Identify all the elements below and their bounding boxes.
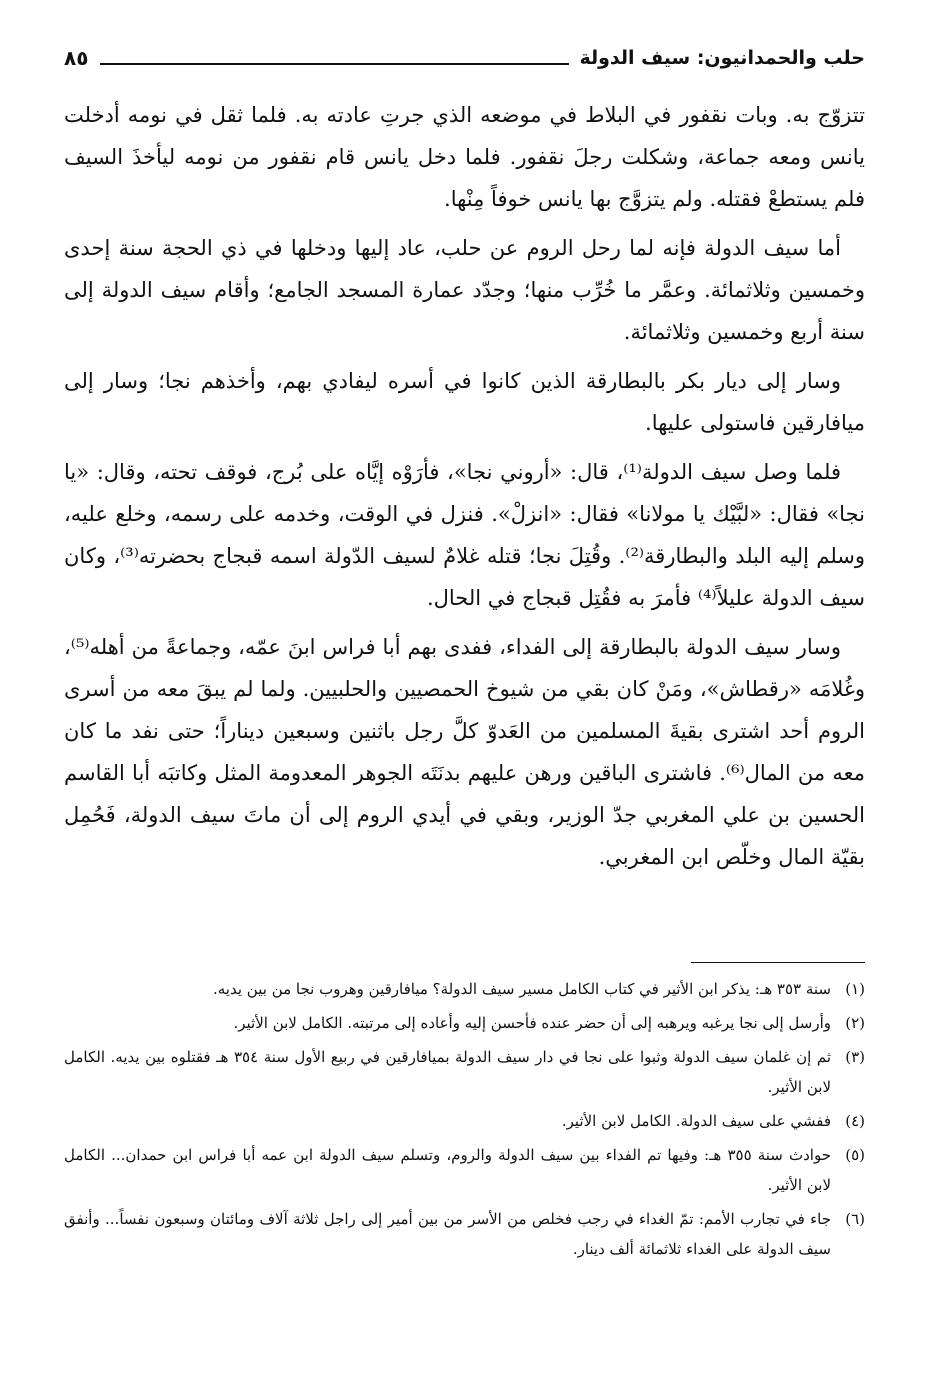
footnote-number: (٤) bbox=[845, 1112, 865, 1130]
running-title: حلب والحمدانيون: سيف الدولة bbox=[579, 47, 865, 69]
footnote-text: حوادث سنة ٣٥٥ هـ: وفيها تم الفداء بين سيف الدولة والروم، وتسلم سيف الدولة ابن عمه أبا فراس ابن حمدان... الكامل لابن الأثير. bbox=[64, 1146, 831, 1194]
footnote-text: ثم إن غلمان سيف الدولة وثبوا على نجا في دار سيف الدولة بميافارقين في ربيع الأول سنة ٣٥٤ هـ فقتلوه بين يديه. الكامل لابن الأثير. bbox=[64, 1048, 831, 1096]
paragraph: وسار سيف الدولة بالبطارقة إلى الفداء، ففدى بهم أبا فراس ابنَ عمّه، وجماعةً من أهله⁽⁵⁾، وغُلامَه «رقطاش»، ومَنْ كان بقي من شيوخ الحمصيين والحلبيين. ولما لم يبقَ معه من أسرى الروم أحد اشترى بقيةَ المسلمين من العَدوّ كلَّ رجل باثنين وسبعين ديناراً؛ حتى نفد ما كان معه من المال⁽⁶⁾. فاشترى الباقين ورهن عليهم بدنَتَه الجوهر المعدومة المثل وكاتبَه أبا القاسم الحسين بن علي المغربي جدّ الوزير، وبقي في أيدي الروم إلى أن ماتَ سيف الدولة، فَحُمِل بقيّة المال وخلّص ابن المغربي. bbox=[64, 635, 865, 869]
footnote-text: وأرسل إلى نجا يرغبه ويرهبه إلى أن حضر عنده فأحسن إليه وأعاده إلى مرتبته. الكامل لابن الأثير. bbox=[233, 1014, 831, 1032]
footnote bbox=[64, 1140, 865, 1200]
footnote-number: (٥) bbox=[845, 1146, 865, 1164]
header-rule bbox=[100, 63, 569, 65]
footnotes bbox=[64, 974, 865, 1268]
paragraph: وسار إلى ديار بكر بالبطارقة الذين كانوا في أسره ليفادي بهم، وأخذهم نجا؛ وسار إلى ميافارقين فاستولى عليها. bbox=[64, 369, 865, 435]
footnote-divider bbox=[691, 962, 865, 963]
footnote-number: (٢) bbox=[845, 1014, 865, 1032]
footnote bbox=[64, 1106, 865, 1136]
footnote bbox=[64, 1042, 865, 1102]
footnote-number: (٣) bbox=[845, 1048, 865, 1066]
footnote-text: جاء في تجارب الأمم: تمّ الغداء في رجب فخلص من الأسر من بين أمير إلى راجل ثلاثة آلاف ومائتان وسبعون نفساً... وأنفق سيف الدولة على الغداء ثلاثمائة ألف دينار. bbox=[64, 1210, 831, 1258]
page-number: ٨٥ bbox=[64, 46, 89, 70]
paragraph: فلما وصل سيف الدولة⁽¹⁾، قال: «أروني نجا»، فأرَوْه إيَّاه على بُرج، فوقف تحته، وقال: «يا نجا» فقال: «لبَّيْك يا مولانا» فقال: «انزلْ». فنزل في الوقت، وخدمه على رسمه، وخلع عليه، وسلم إليه البلد والبطارقة⁽²⁾. وقُتِلَ نجا؛ قتله غلامٌ لسيف الدّولة اسمه قبجاج بحضرته⁽³⁾، وكان سيف الدولة عليلاً⁽⁴⁾ فأمرَ به فقُتِل قبجاج في الحال. bbox=[64, 460, 866, 610]
paragraph: تتزوّج به. وبات نقفور في البلاط في موضعه الذي جرتِ عادته به. فلما ثقل في نومه أدخلت يانس ومعه جماعة، وشكلت رجلَ نقفور. فلما دخل يانس قام نقفور من نومه ليأخذَ السيف فلم يستطعْ فقتله. ولم يتزوَّج بها يانس خوفاً مِنْها. bbox=[64, 103, 865, 211]
footnote bbox=[64, 974, 865, 1004]
footnote bbox=[64, 1008, 865, 1038]
footnote-number: (٦) bbox=[845, 1210, 865, 1228]
footnote-text: سنة ٣٥٣ هـ: يذكر ابن الأثير في كتاب الكامل مسير سيف الدولة؟ ميافارقين وهروب نجا من بين يديه. bbox=[213, 980, 831, 998]
page-header bbox=[64, 38, 865, 78]
footnote bbox=[64, 1204, 865, 1264]
main-text bbox=[64, 94, 865, 885]
footnote-text: ففشي على سيف الدولة. الكامل لابن الأثير. bbox=[561, 1112, 831, 1130]
paragraph: أما سيف الدولة فإنه لما رحل الروم عن حلب، عاد إليها ودخلها في ذي الحجة سنة إحدى وخمسين وثلاثمائة. وعمَّر ما خُرِّب منها؛ وجدّد عمارة المسجد الجامع؛ وأقام سيف الدولة إلى سنة أربع وخمسين وثلاثمائة. bbox=[64, 236, 865, 344]
footnote-number: (١) bbox=[845, 980, 865, 998]
